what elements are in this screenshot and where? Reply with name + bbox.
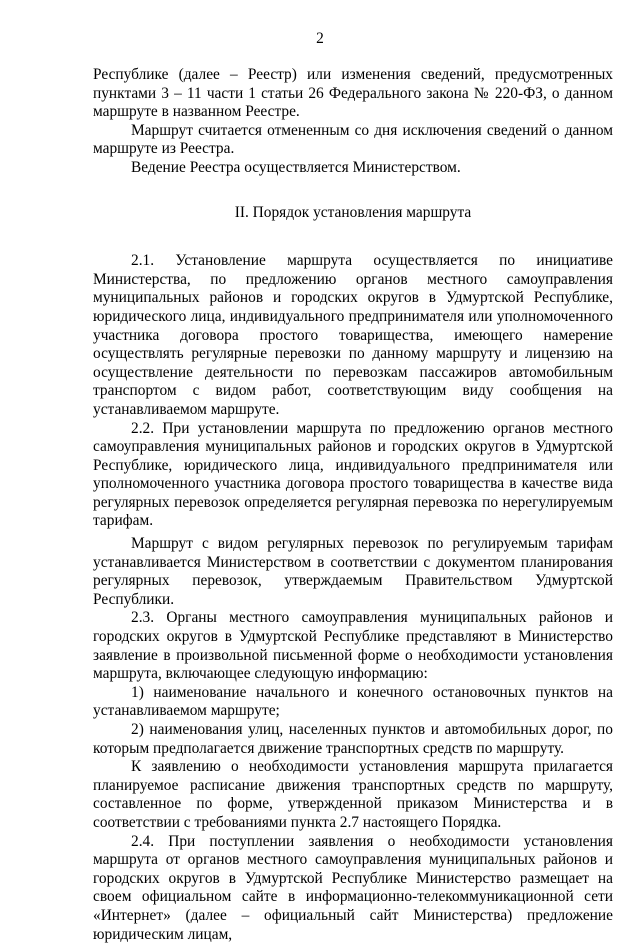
paragraph: Республике (далее – Реестр) или изменения сведений, предусмотренных пунктами 3 – 11 части 1 статьи 26 Федерального закона № 220-ФЗ, о данном маршруте в названном Реестре. [93, 66, 613, 121]
list-item: 1) наименование начального и конечного остановочных пунктов на устанавливаемом маршруте; [93, 683, 613, 720]
paragraph: Ведение Реестра осуществляется Министерством. [131, 158, 461, 176]
paragraph: 2.4. При поступлении заявления о необходимости установления маршрута от органов местного самоуправления муниципальных районов и городских округов в Удмуртской Республике Министерство размещает на своем официальном сайте в информационно-телекоммуникационной сети «Интернет» (далее – официальный сайт Министерства) предложение юридическим лицам, [93, 832, 613, 943]
paragraph: Маршрут с видом регулярных перевозок по регулируемым тарифам устанавливается Министерством в соответствии с документом планирования регулярных перевозок, утверждаемым Правительством Удмуртской Республики. [93, 535, 613, 608]
section-heading: II. Порядок установления маршрута [234, 203, 472, 221]
paragraph: 2.2. При установлении маршрута по предложению органов местного самоуправления муниципальных районов и городских округов в Удмуртской Республике, юридического лица, индивидуального предпринимателя или уполномоченного участника договора простого товарищества в качестве вида регулярных перевозок определяется регулярная перевозка по нерегулируемым тарифам. [93, 419, 613, 530]
page-number: 2 [316, 30, 324, 47]
document-body [93, 66, 613, 944]
paragraph: Маршрут считается отмененным со дня исключения сведений о данном маршруте из Реестра. [93, 121, 613, 158]
paragraph: К заявлению о необходимости установления маршрута прилагается планируемое расписание движения транспортных средств по маршруту, составленное по форме, утвержденной приказом Министерства и в соответствии с требованиями пункта 2.7 настоящего Порядка. [93, 758, 613, 831]
paragraph: 2.1. Установление маршрута осуществляется по инициативе Министерства, по предложению органов местного самоуправления муниципальных районов и городских округов в Удмуртской Республике, юридического лица, индивидуального предпринимателя или уполномоченного участника договора простого товарищества, имеющего намерение осуществлять регулярные перевозки по данному маршруту и лицензию на осуществление деятельности по перевозкам пассажиров автомобильным транспортом с видом работ, соответствующим виду сообщения на устанавливаемом маршруте. [93, 252, 613, 418]
paragraph: 2.3. Органы местного самоуправления муниципальных районов и городских округов в Удмуртской Республике представляют в Министерство заявление в произвольной письменной форме о необходимости установления маршрута, включающее следующую информацию: [93, 609, 613, 683]
list-item: 2) наименования улиц, населенных пунктов и автомобильных дорог, по которым предполагается движение транспортных средств по маршруту. [93, 721, 613, 757]
